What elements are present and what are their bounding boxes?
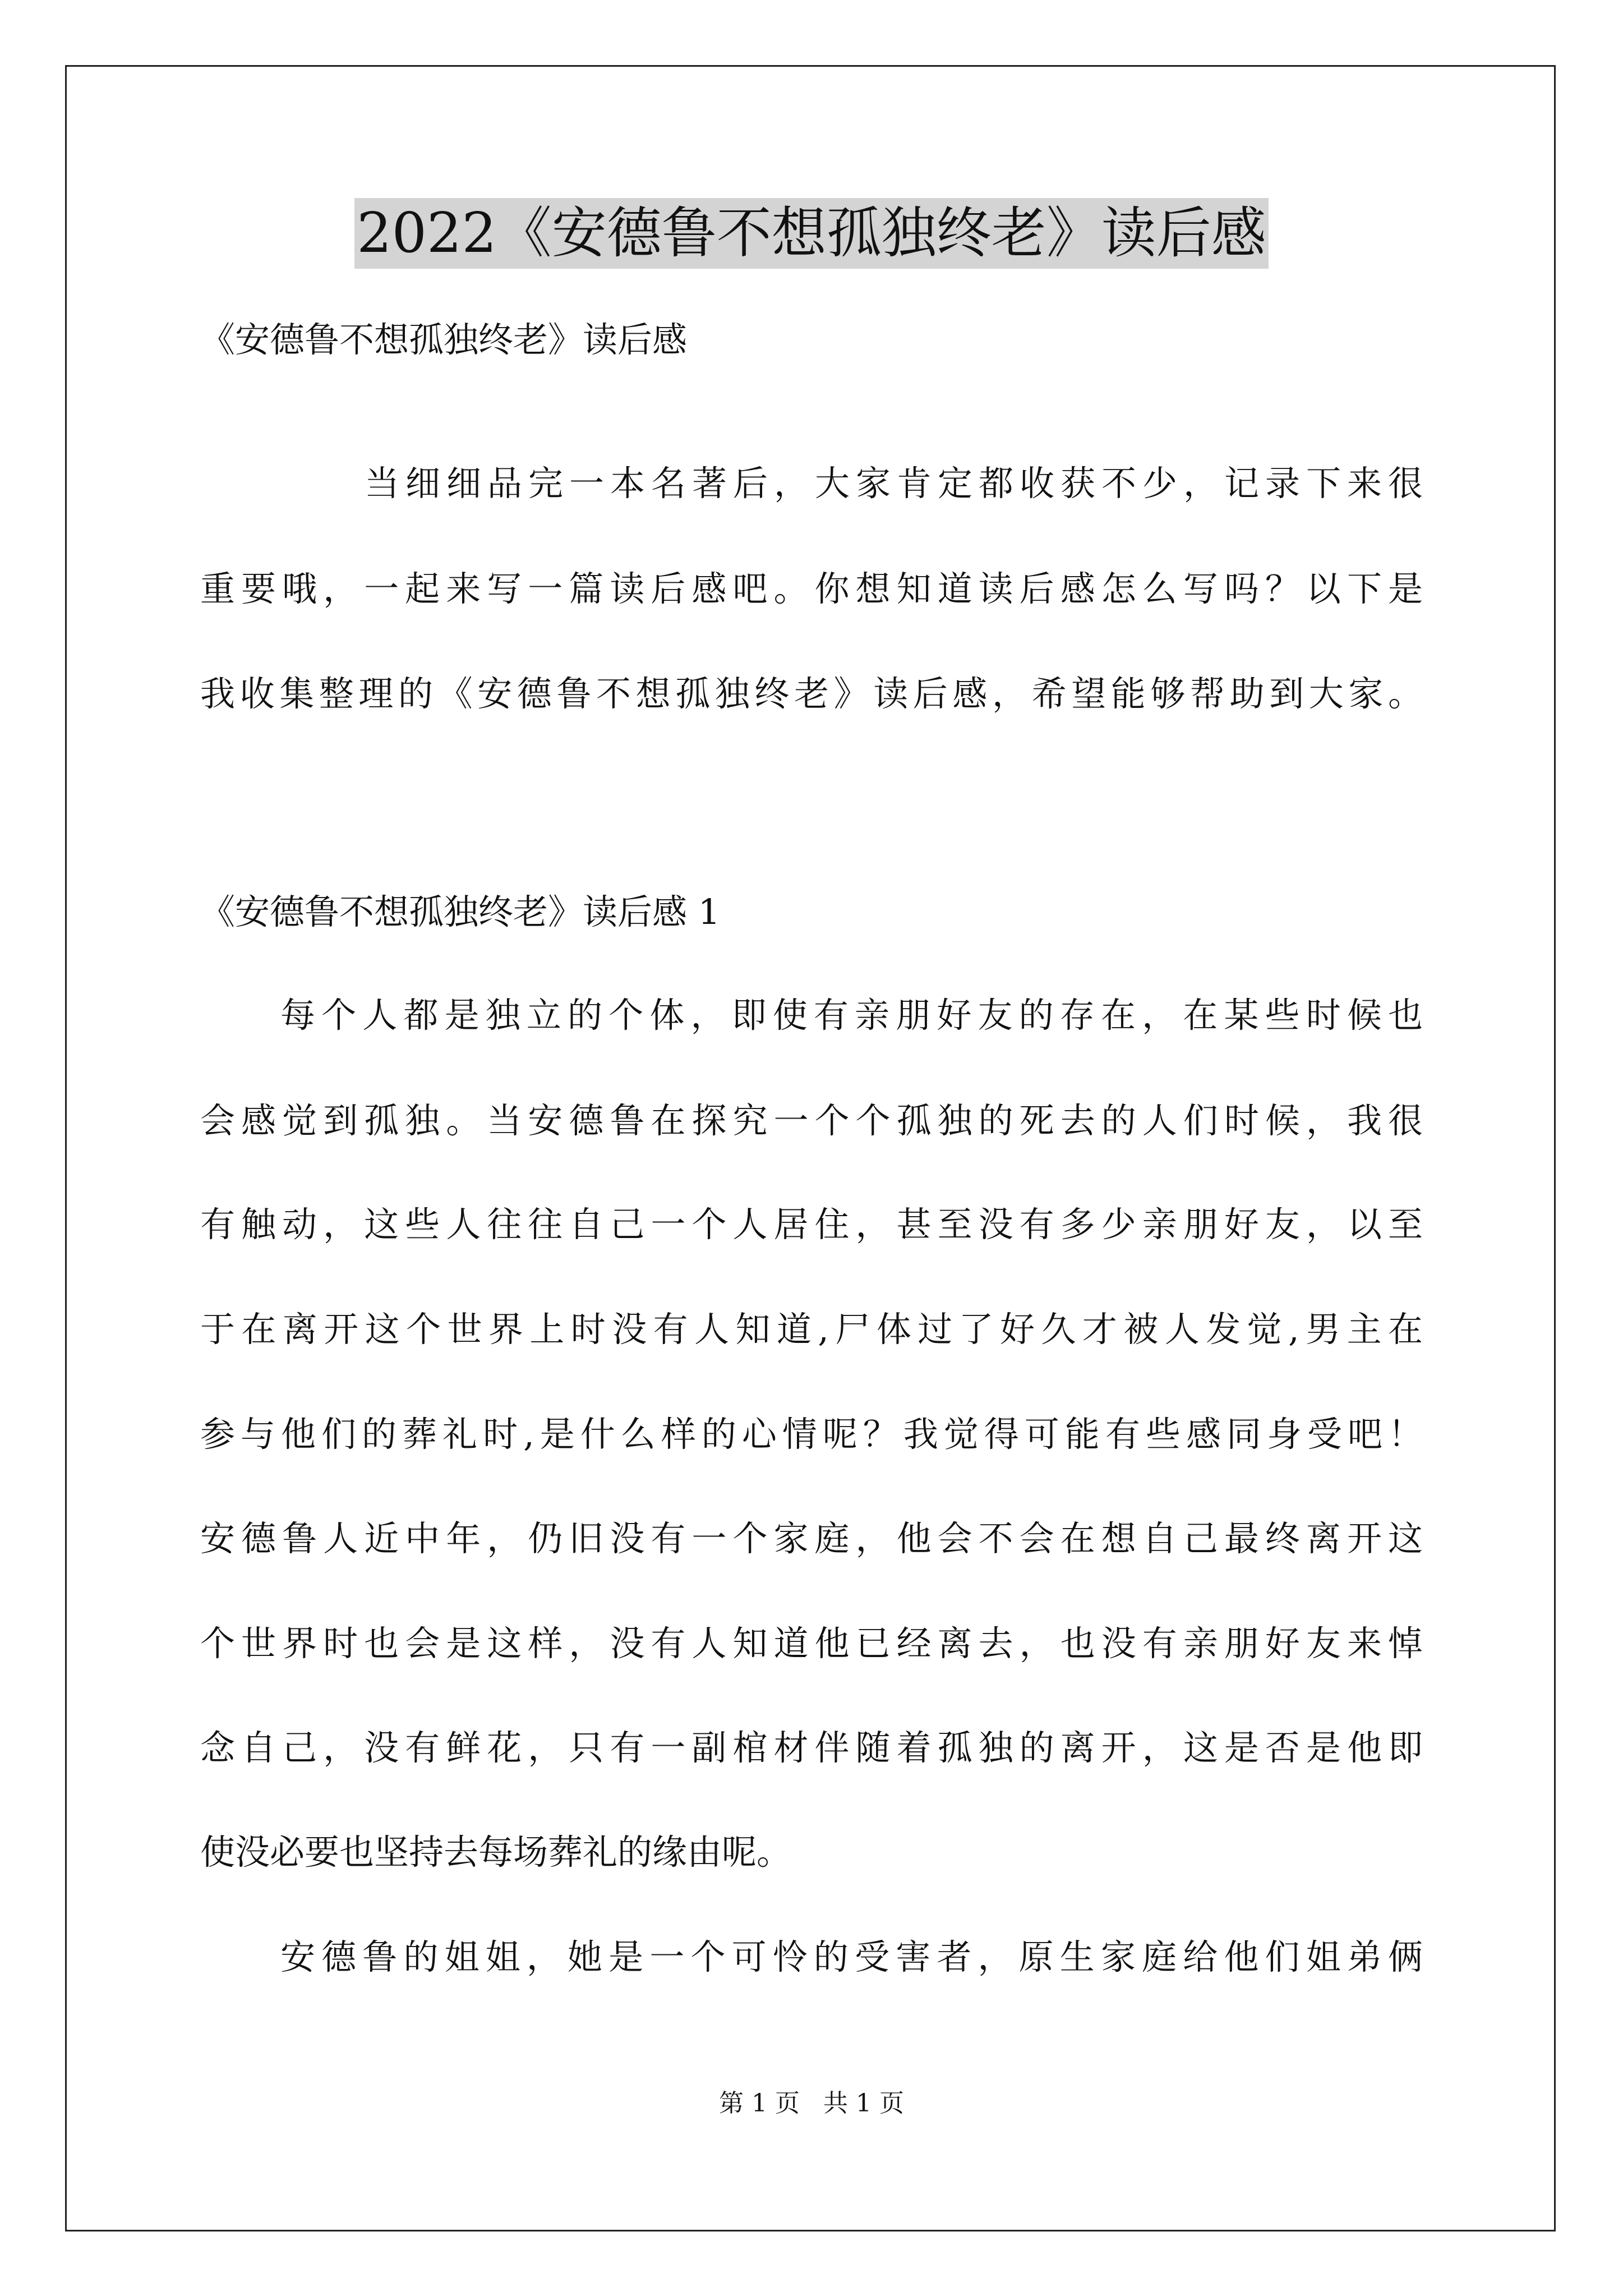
paragraph2-line-1: 安德鲁的姐姐，她是一个可怜的受害者，原生家庭给他们姐弟俩 [280,1936,1423,1977]
page-border [65,65,1556,2231]
intro-line-3: 我收集整理的《安德鲁不想孤独终老》读后感，希望能够帮助到大家。 [200,673,1423,714]
intro-line-1: 当细细品完一本名著后，大家肯定都收获不少，记录下来很 [365,463,1423,504]
document-subtitle: 《安德鲁不想孤独终老》读后感 [200,319,688,360]
page-footer: 第 1 页 共 1 页 [719,2089,904,2118]
intro-line-2: 重要哦，一起来写一篇读后感吧。你想知道读后感怎么写吗？以下是 [200,568,1423,609]
paragraph1-line-1: 每个人都是独立的个体，即使有亲朋好友的存在，在某些时候也 [280,995,1423,1036]
paragraph1-line-4: 于在离开这个世界上时没有人知道,尸体过了好久才被人发觉,男主在 [200,1309,1423,1350]
section-heading-1: 《安德鲁不想孤独终老》读后感 1 [200,891,721,932]
document-title: 2022《安德鲁不想孤独终老》读后感 [0,197,1623,269]
paragraph1-line-3: 有触动，这些人往往自己一个人居住，甚至没有多少亲朋好友，以至 [200,1204,1423,1245]
paragraph1-line-8: 念自己，没有鲜花，只有一副棺材伴随着孤独的离开，这是否是他即 [200,1727,1423,1768]
paragraph1-line-6: 安德鲁人近中年，仍旧没有一个家庭，他会不会在想自己最终离开这 [200,1518,1423,1559]
paragraph1-line-9: 使没必要也坚持去每场葬礼的缘由呢。 [200,1832,792,1872]
paragraph1-line-5: 参与他们的葬礼时,是什么样的心情呢？我觉得可能有些感同身受吧！ [200,1414,1423,1455]
paragraph1-line-7: 个世界时也会是这样，没有人知道他已经离去，也没有亲朋好友来悼 [200,1623,1423,1664]
paragraph1-line-2: 会感觉到孤独。当安德鲁在探究一个个孤独的死去的人们时候，我很 [200,1100,1423,1141]
